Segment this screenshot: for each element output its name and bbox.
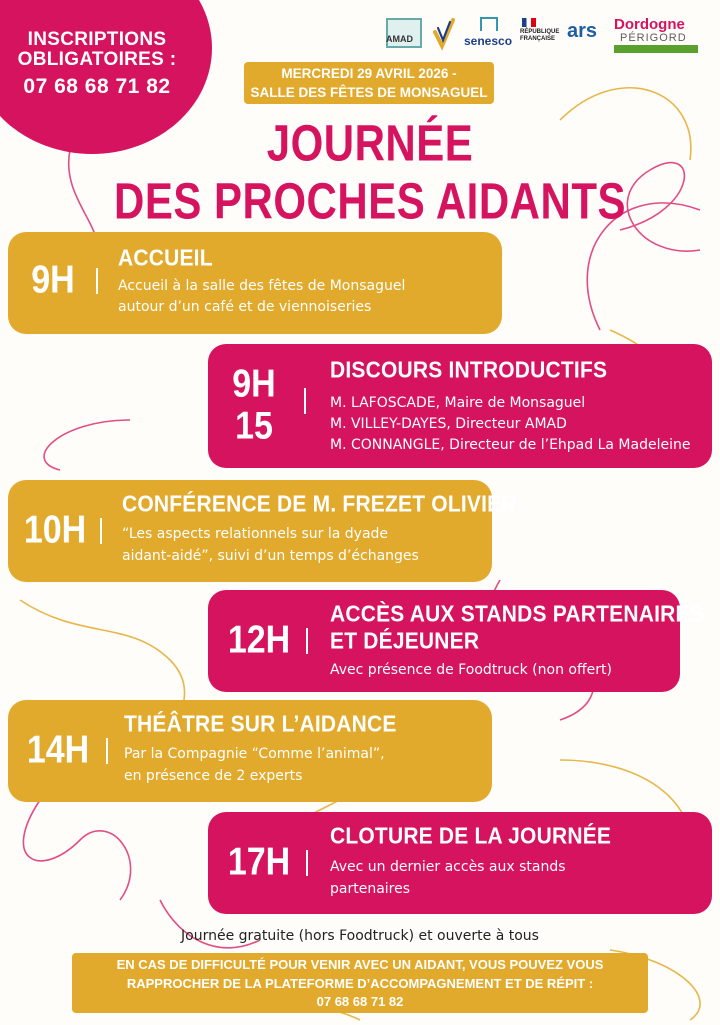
schedule-desc-line: partenaires [330, 881, 411, 897]
time-separator [106, 738, 108, 764]
time-separator [306, 850, 308, 876]
schedule-item-theatre [8, 700, 492, 802]
schedule-desc-line: M. VILLEY-DAYES, Directeur AMAD [330, 416, 567, 432]
schedule-time: 17H [227, 840, 291, 884]
registration-label: INSCRIPTIONS OBLIGATOIRES : [17, 29, 177, 70]
republique-francaise-logo: RÉPUBLIQUE FRANÇAISE [520, 16, 564, 54]
schedule-heading: CONFÉRENCE DE M. FREZET OLIVIER [122, 491, 517, 517]
senesco-logo: senesco [464, 16, 516, 54]
schedule-desc-line: Accueil à la salle des fêtes de Monsaguel [118, 278, 406, 294]
schedule-desc-line: M. CONNANGLE, Directeur de l’Ehpad La Madeleine [330, 437, 691, 453]
time-separator [304, 388, 306, 414]
schedule-time: 10H [23, 508, 87, 552]
registration-phone[interactable]: 07 68 68 71 82 [23, 74, 171, 98]
schedule-heading: CLOTURE DE LA JOURNÉE [330, 823, 612, 849]
schedule-desc-line: Avec un dernier accès aux stands [330, 859, 566, 875]
support-platform-banner [72, 953, 648, 1013]
support-banner-line-2: RAPPROCHER DE LA PLATEFORME D’ACCOMPAGNEMENT ET DE RÉPIT : [126, 975, 594, 991]
schedule-item-discours [208, 344, 712, 468]
schedule-desc-line: Par la Compagnie “Comme l’animal”, [124, 746, 385, 762]
ars-logo: ars [567, 20, 598, 42]
dordogne-perigord-logo: Dordogne PÉRIGORD [614, 16, 714, 54]
support-banner-line-1: EN CAS DE DIFFICULTÉ POUR VENIR AVEC UN AIDANT, VOUS POUVEZ VOUS [116, 957, 604, 972]
amad-logo: AMAD [382, 16, 422, 54]
registration-badge-text [12, 30, 182, 98]
schedule-time-minutes: 15 [235, 404, 273, 448]
schedule-heading: ACCUEIL [118, 245, 213, 271]
event-date: MERCREDI 29 AVRIL 2026 - [281, 66, 457, 81]
partner-logos [382, 16, 714, 56]
schedule-time: 12H [227, 618, 291, 662]
schedule-time: 14H [26, 728, 90, 772]
time-separator [96, 268, 98, 294]
schedule-heading: DISCOURS INTRODUCTIFS [330, 357, 608, 383]
schedule-heading-line-1: ACCÈS AUX STANDS PARTENAIRES [330, 601, 704, 627]
check-logo-icon [432, 16, 456, 54]
schedule-desc-line: Avec présence de Foodtruck (non offert) [330, 662, 612, 678]
schedule-heading: THÉÂTRE SUR L’AIDANCE [124, 711, 397, 737]
schedule-item-accueil [8, 232, 502, 334]
schedule-time: 9H [31, 258, 75, 302]
schedule-desc-line: M. LAFOSCADE, Maire de Monsaguel [330, 395, 586, 411]
event-venue: SALLE DES FÊTES DE MONSAGUEL [250, 85, 488, 100]
time-separator [100, 518, 102, 544]
title-line-1: JOURNÉE [266, 114, 474, 172]
schedule-item-conference [8, 480, 517, 582]
schedule-heading-line-2: ET DÉJEUNER [330, 628, 480, 654]
page-title [100, 114, 640, 230]
support-phone[interactable]: 07 68 68 71 82 [316, 994, 404, 1009]
schedule-time-hour: 9H [232, 362, 276, 406]
schedule-desc-line: “Les aspects relationnels sur la dyade [122, 526, 389, 542]
time-separator [306, 628, 308, 654]
schedule-item-cloture [208, 812, 712, 914]
event-date-banner [244, 62, 494, 104]
schedule-desc-line: autour d’un café et de viennoiseries [118, 299, 372, 315]
schedule-item-stands [208, 590, 704, 692]
free-entry-note: Journée gratuite (hors Foodtruck) et ouverte à tous [181, 928, 539, 944]
schedule-desc-line: aidant-aidé”, suivi d’un temps d’échanges [122, 548, 419, 564]
title-line-2: DES PROCHES AIDANTS [113, 172, 626, 230]
schedule-desc-line: en présence de 2 experts [124, 768, 303, 784]
